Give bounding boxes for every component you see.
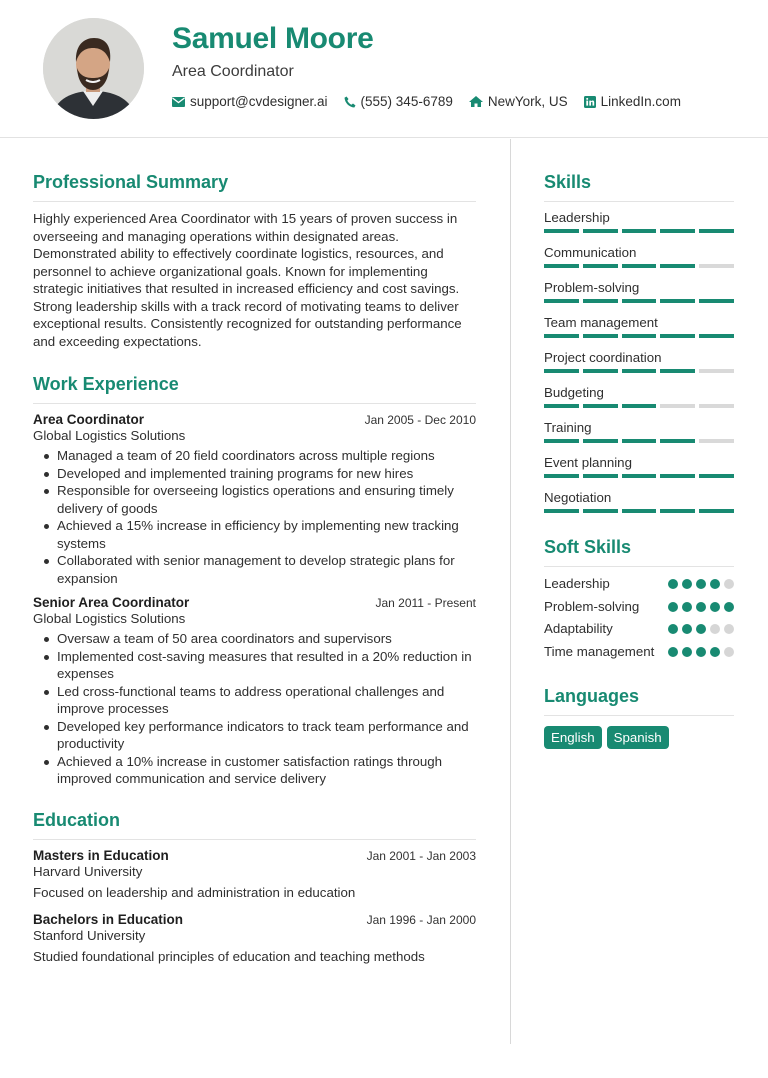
rating-dot xyxy=(682,647,692,657)
skill-level-bar xyxy=(544,509,734,513)
profile-photo xyxy=(43,18,144,119)
skill-level-segment xyxy=(583,299,618,303)
skill-level-segment xyxy=(699,334,734,338)
job-bullet: Implemented cost-saving measures that resulted in a 20% reduction in expenses xyxy=(33,648,476,683)
skill-level-segment xyxy=(699,474,734,478)
skill-name: Event planning xyxy=(544,455,632,470)
rating-dot xyxy=(724,647,734,657)
skill-item xyxy=(544,385,734,408)
job-bullet: Responsible for overseeing logistics operations and ensuring timely delivery of goods xyxy=(33,482,476,517)
rating-dot xyxy=(696,602,706,612)
soft-skill-rating xyxy=(668,602,734,612)
skill-level-segment xyxy=(660,369,695,373)
skill-item xyxy=(544,490,734,513)
summary-text: Highly experienced Area Coordinator with 15 years of proven success in overseeing and managing operations within designated areas. Demonstrated ability to effectively coordinate logistics, resources, and personnel to achieve organizational goals. Known for implementing strategic initiatives that resulted in increased efficiency and cost savings. Strong leadership skills with a track record of motivating teams to deliver exceptional results. Consistently recognized for outstanding performance and exceeding expectations. xyxy=(33,211,462,349)
soft-skill-rating xyxy=(668,624,734,634)
job-date: Jan 2011 - Present xyxy=(375,596,476,610)
skill-level-segment xyxy=(660,299,695,303)
skill-list xyxy=(544,210,734,513)
education-description: Studied foundational principles of education and teaching methods xyxy=(33,948,425,964)
rating-dot xyxy=(668,624,678,634)
education-school: Harvard University xyxy=(33,863,143,879)
job-bullet: Collaborated with senior management to develop strategic plans for expansion xyxy=(33,552,476,587)
skills-heading: Skills xyxy=(544,172,734,202)
skill-level-segment xyxy=(583,509,618,513)
rating-dot xyxy=(668,602,678,612)
job-bullet: Managed a team of 20 field coordinators across multiple regions xyxy=(33,447,476,465)
skill-level-segment xyxy=(544,334,579,338)
rating-dot xyxy=(696,624,706,634)
skill-item xyxy=(544,210,734,233)
home-icon xyxy=(469,96,483,107)
summary-heading: Professional Summary xyxy=(33,172,476,202)
skill-level-bar xyxy=(544,334,734,338)
education-entry xyxy=(33,848,476,900)
contact-linkedin-text: LinkedIn.com xyxy=(600,94,681,109)
skill-level-segment xyxy=(660,334,695,338)
job-bullet: Developed and implemented training programs for new hires xyxy=(33,465,476,483)
skill-level-segment xyxy=(699,369,734,373)
skill-item xyxy=(544,350,734,373)
soft-skill-list xyxy=(544,575,734,660)
experience-section xyxy=(33,374,476,788)
soft-skill-item xyxy=(544,643,734,661)
skill-level-bar xyxy=(544,229,734,233)
contact-phone-text: (555) 345-6789 xyxy=(360,94,453,109)
skill-level-segment xyxy=(660,509,695,513)
contact-email[interactable] xyxy=(172,94,328,109)
soft-skill-name: Problem-solving xyxy=(544,598,640,614)
rating-dot xyxy=(696,647,706,657)
language-badge: Spanish xyxy=(607,726,669,749)
languages-section xyxy=(544,686,734,749)
skill-name: Communication xyxy=(544,245,637,260)
job-header xyxy=(33,595,476,610)
job-bullet: Led cross-functional teams to address operational challenges and improve processes xyxy=(33,683,476,718)
skill-level-segment xyxy=(583,264,618,268)
rating-dot xyxy=(710,647,720,657)
soft-skills-section xyxy=(544,537,734,660)
skill-level-segment xyxy=(622,439,657,443)
skill-level-segment xyxy=(544,404,579,408)
skill-level-segment xyxy=(622,404,657,408)
candidate-title: Area Coordinator xyxy=(172,63,294,80)
job-entry xyxy=(33,595,476,788)
skill-level-segment xyxy=(699,229,734,233)
language-badge: English xyxy=(544,726,602,749)
contact-email-text: support@cvdesigner.ai xyxy=(190,94,328,109)
rating-dot xyxy=(668,579,678,589)
rating-dot xyxy=(724,579,734,589)
rating-dot xyxy=(710,602,720,612)
education-header xyxy=(33,912,476,927)
job-company: Global Logistics Solutions xyxy=(33,611,186,626)
main-column xyxy=(33,172,476,964)
job-bullet: Oversaw a team of 50 area coordinators and supervisors xyxy=(33,630,476,648)
education-heading: Education xyxy=(33,810,476,840)
skill-item xyxy=(544,280,734,303)
skill-item xyxy=(544,420,734,443)
skill-level-segment xyxy=(544,264,579,268)
rating-dot xyxy=(724,602,734,612)
education-description: Focused on leadership and administration in education xyxy=(33,884,356,900)
soft-skill-name: Time management xyxy=(544,643,655,659)
column-divider xyxy=(510,139,511,1044)
skill-level-segment xyxy=(660,404,695,408)
skill-level-segment xyxy=(622,229,657,233)
soft-skill-name: Leadership xyxy=(544,576,610,591)
skill-name: Budgeting xyxy=(544,385,604,400)
skill-level-segment xyxy=(622,509,657,513)
skill-level-bar xyxy=(544,369,734,373)
skill-item xyxy=(544,315,734,338)
education-school: Stanford University xyxy=(33,927,146,943)
rating-dot xyxy=(710,579,720,589)
skill-level-segment xyxy=(583,404,618,408)
skill-level-segment xyxy=(660,439,695,443)
skill-level-segment xyxy=(583,439,618,443)
soft-skill-rating xyxy=(668,579,734,589)
job-bullet: Developed key performance indicators to track team performance and productivity xyxy=(33,718,476,753)
rating-dot xyxy=(710,624,720,634)
skill-level-segment xyxy=(583,334,618,338)
experience-heading: Work Experience xyxy=(33,374,476,404)
education-entry xyxy=(33,912,476,964)
education-header xyxy=(33,848,476,863)
skill-level-bar xyxy=(544,264,734,268)
rating-dot xyxy=(724,624,734,634)
skill-level-segment xyxy=(583,474,618,478)
resume-header xyxy=(0,0,768,138)
skill-item xyxy=(544,245,734,268)
soft-skills-heading: Soft Skills xyxy=(544,537,734,567)
education-list xyxy=(33,848,476,964)
skill-name: Training xyxy=(544,420,592,435)
education-degree: Masters in Education xyxy=(33,847,169,863)
skill-name: Leadership xyxy=(544,210,610,225)
skill-level-bar xyxy=(544,474,734,478)
skill-level-segment xyxy=(544,299,579,303)
job-company: Global Logistics Solutions xyxy=(33,428,186,443)
skill-level-segment xyxy=(699,509,734,513)
skill-level-segment xyxy=(622,334,657,338)
contact-list xyxy=(172,94,697,109)
skill-level-segment xyxy=(544,509,579,513)
education-section xyxy=(33,810,476,964)
soft-skill-item xyxy=(544,598,734,616)
skill-level-segment xyxy=(699,439,734,443)
skill-level-segment xyxy=(544,474,579,478)
skill-level-segment xyxy=(660,264,695,268)
skill-level-segment xyxy=(622,369,657,373)
skills-section xyxy=(544,172,734,513)
languages-heading: Languages xyxy=(544,686,734,716)
skill-level-segment xyxy=(544,369,579,373)
contact-phone[interactable] xyxy=(344,94,453,109)
skill-item xyxy=(544,455,734,478)
side-column xyxy=(544,172,734,749)
phone-icon xyxy=(344,96,356,108)
skill-name: Problem-solving xyxy=(544,280,640,295)
contact-linkedin[interactable] xyxy=(584,94,681,109)
skill-level-segment xyxy=(660,474,695,478)
avatar-icon xyxy=(43,18,144,119)
skill-level-segment xyxy=(699,404,734,408)
skill-level-bar xyxy=(544,404,734,408)
job-bullet: Achieved a 15% increase in efficiency by implementing new tracking systems xyxy=(33,517,476,552)
job-bullets xyxy=(33,630,476,788)
envelope-icon xyxy=(172,97,185,107)
rating-dot xyxy=(682,602,692,612)
skill-level-bar xyxy=(544,299,734,303)
soft-skill-item xyxy=(544,620,734,638)
job-title: Area Coordinator xyxy=(33,412,145,427)
skill-level-segment xyxy=(699,264,734,268)
job-bullets xyxy=(33,447,476,587)
language-list xyxy=(544,726,734,749)
job-list xyxy=(33,412,476,788)
job-header xyxy=(33,412,476,427)
skill-level-segment xyxy=(583,229,618,233)
skill-level-segment xyxy=(699,299,734,303)
skill-name: Negotiation xyxy=(544,490,612,505)
linkedin-icon xyxy=(584,96,596,108)
rating-dot xyxy=(668,647,678,657)
job-date: Jan 2005 - Dec 2010 xyxy=(364,413,476,427)
job-bullet: Achieved a 10% increase in customer satisfaction ratings through improved communication and service delivery xyxy=(33,753,476,788)
job-entry xyxy=(33,412,476,587)
skill-level-segment xyxy=(583,369,618,373)
rating-dot xyxy=(696,579,706,589)
summary-section xyxy=(33,172,476,350)
education-degree: Bachelors in Education xyxy=(33,911,184,927)
skill-level-bar xyxy=(544,439,734,443)
contact-location xyxy=(469,94,568,109)
skill-level-segment xyxy=(544,439,579,443)
candidate-name: Samuel Moore xyxy=(172,22,374,55)
rating-dot xyxy=(682,624,692,634)
rating-dot xyxy=(682,579,692,589)
skill-level-segment xyxy=(660,229,695,233)
skill-level-segment xyxy=(622,474,657,478)
soft-skill-rating xyxy=(668,647,734,657)
job-title: Senior Area Coordinator xyxy=(33,595,190,610)
soft-skill-name: Adaptability xyxy=(544,621,613,636)
education-date: Jan 2001 - Jan 2003 xyxy=(366,848,476,863)
soft-skill-item xyxy=(544,575,734,593)
skill-name: Project coordination xyxy=(544,350,662,365)
skill-name: Team management xyxy=(544,315,658,330)
education-date: Jan 1996 - Jan 2000 xyxy=(366,912,476,927)
skill-level-segment xyxy=(544,229,579,233)
contact-location-text: NewYork, US xyxy=(487,94,568,109)
skill-level-segment xyxy=(622,299,657,303)
skill-level-segment xyxy=(622,264,657,268)
